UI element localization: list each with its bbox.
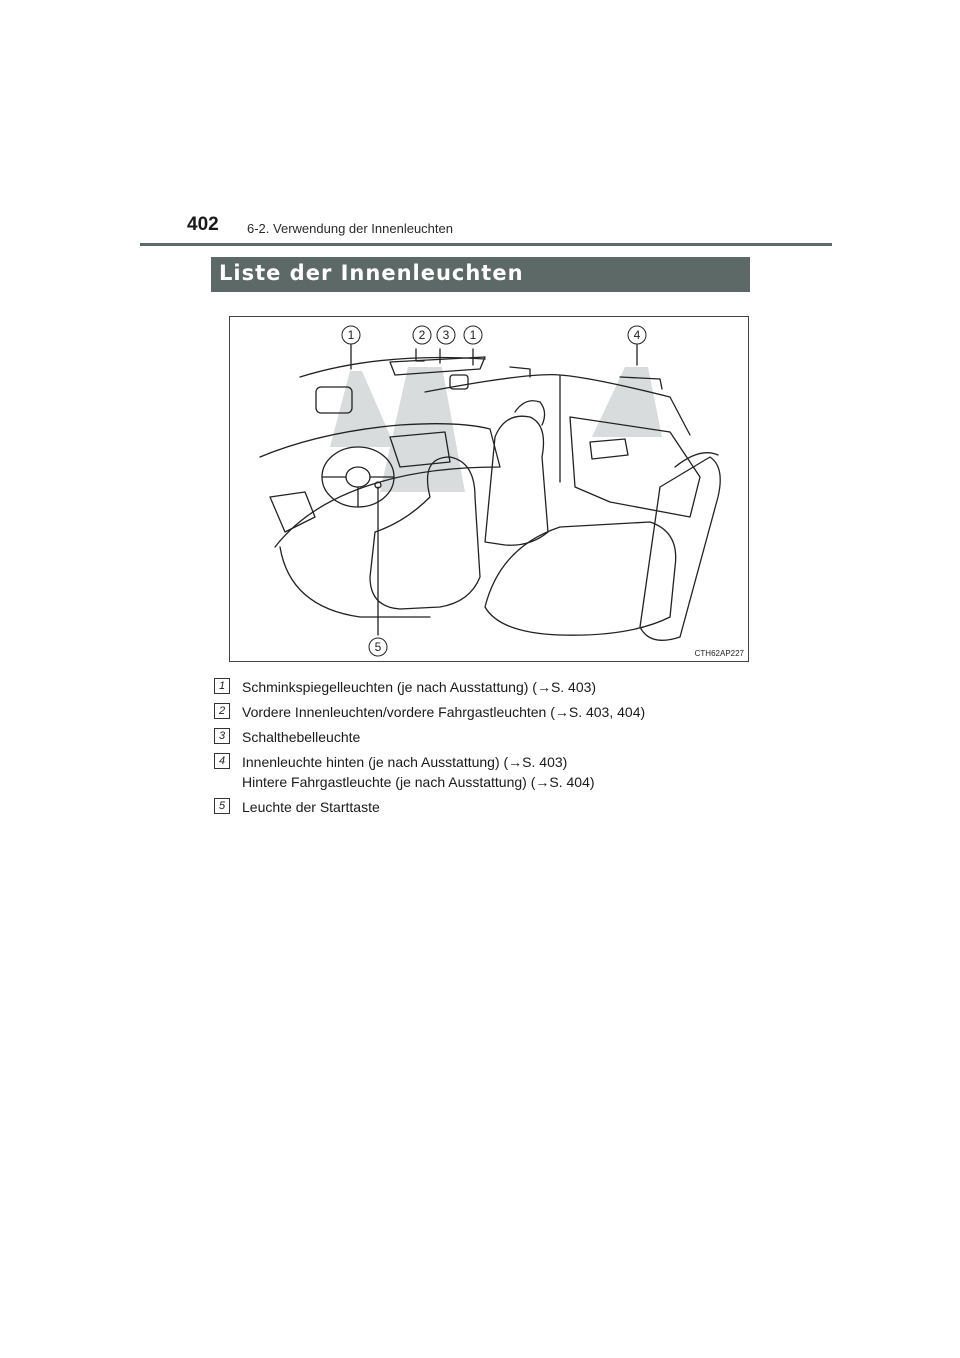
- header-rule: [140, 243, 832, 246]
- legend-text: Innenleuchte hinten (je nach Ausstattung) (→S. 403): [242, 754, 568, 770]
- callout-5: [369, 638, 387, 656]
- light-beam-vanity-left: [330, 371, 395, 447]
- svg-text:1: 1: [347, 328, 355, 342]
- overhead-console: [390, 357, 485, 375]
- legend-number: 3: [214, 728, 230, 744]
- callout-1a: [342, 326, 360, 344]
- floor-line: [280, 547, 430, 617]
- door-handle: [590, 439, 628, 459]
- legend-number: 2: [214, 703, 230, 719]
- legend-text: Vordere Innenleuchten/vordere Fahrgastleuchten (→S. 403, 404): [242, 704, 646, 720]
- legend-item: [214, 677, 754, 697]
- svg-text:5: 5: [374, 640, 382, 654]
- light-beam-front: [380, 367, 465, 492]
- svg-text:3: 3: [442, 328, 450, 342]
- interior-lights-figure: [229, 316, 749, 662]
- rear-seatback: [640, 457, 720, 640]
- callout-3: [437, 326, 455, 344]
- legend-text: Schminkspiegelleuchten (je nach Ausstattung) (→S. 403): [242, 679, 597, 695]
- legend-text: Schalthebelleuchte: [242, 729, 361, 745]
- legend-text: Leuchte der Starttaste: [242, 799, 380, 815]
- legend-number: 4: [214, 753, 230, 769]
- legend-number: 1: [214, 678, 230, 694]
- legend-number: 5: [214, 798, 230, 814]
- car-interior-illustration: [230, 317, 748, 661]
- legend-item: [214, 797, 754, 817]
- callout-line-2: [416, 349, 424, 361]
- steering-wheel-hub: [346, 467, 370, 487]
- legend-item: [214, 752, 754, 792]
- air-vent-left: [270, 492, 315, 532]
- heading-box: [211, 257, 750, 292]
- figure-code: CTH62AP227: [694, 649, 744, 658]
- callout-2: [413, 326, 431, 344]
- section-title: 6-2. Verwendung der Innenleuchten: [247, 221, 453, 236]
- svg-text:4: 4: [633, 328, 641, 342]
- page-heading: Liste der Innenleuchten: [219, 261, 524, 285]
- callout-4: [628, 326, 646, 344]
- callout-1b: [464, 326, 482, 344]
- passenger-headrest: [515, 401, 545, 425]
- legend-text: Hintere Fahrgastleuchte (je nach Ausstattung) (→S. 404): [242, 774, 595, 790]
- svg-text:1: 1: [469, 328, 477, 342]
- legend-item: [214, 727, 754, 747]
- page-number: 402: [187, 214, 219, 235]
- legend-list: [214, 677, 754, 822]
- legend-item: [214, 702, 754, 722]
- passenger-seat: [485, 416, 548, 545]
- svg-text:2: 2: [418, 328, 426, 342]
